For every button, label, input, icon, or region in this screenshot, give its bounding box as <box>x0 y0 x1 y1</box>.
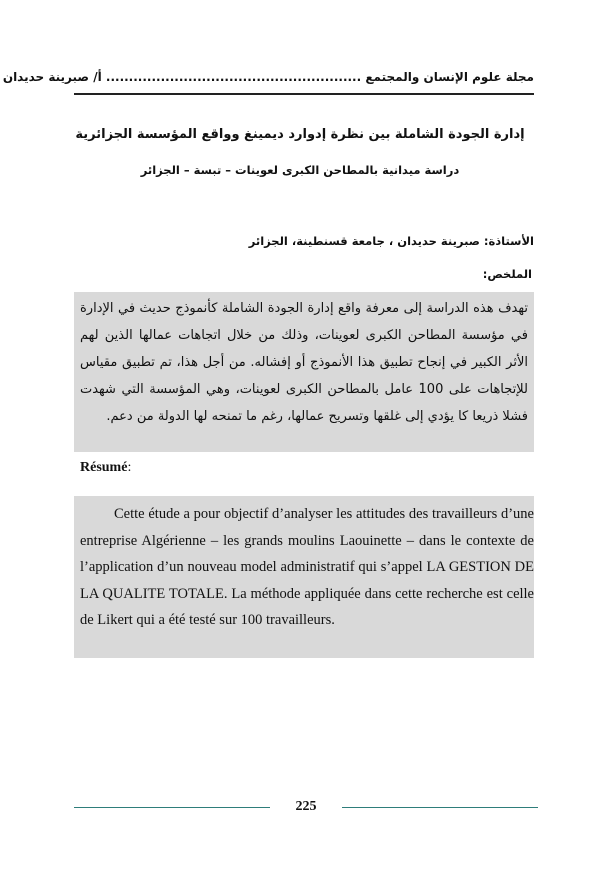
french-abstract-label <box>80 460 131 476</box>
article-title: إدارة الجودة الشاملة بين نظرة إدوارد ديمينغ وواقع المؤسسة الجزائرية <box>75 127 525 142</box>
header-dots: ........................................................ <box>105 70 362 84</box>
footer-rule-right <box>342 807 538 808</box>
article-subtitle: دراسة ميدانية بالمطاحن الكبرى لعوينات – تبسة – الجزائر <box>140 163 460 177</box>
arabic-abstract-label: الملخص: <box>482 267 532 281</box>
author-affiliation: الأستاذة: صبرينة حديدان ، جامعة قسنطينة، الجزائر <box>248 234 534 248</box>
arabic-abstract: تهدف هذه الدراسة إلى معرفة واقع إدارة الجودة الشاملة كأنموذج حديث في الإدارة في مؤسسة المطاحن الكبرى لعوينات، وذلك من خلال اتجاهات عمالها الذين لهم الأثر الكبير في إنجاح تطبيق هذا الأنموذج أو إفشاله. من أجل هذا، تم تطبيق مقياس للإتجاهات على 100 عامل بالمطاحن الكبرى لعوينات، وهي المؤسسة التي شهدت فشلا ذريعا كا يؤدي إلى غلقها وتسريح عمالها، رغم ما تمنحه لها الدولة من دعم. <box>74 292 534 452</box>
resume-title: Résumé <box>80 460 128 475</box>
resume-colon: : <box>127 460 132 475</box>
running-header <box>2 70 534 90</box>
french-abstract <box>74 496 534 658</box>
footer-rule-left <box>74 807 270 808</box>
header-divider <box>74 93 534 95</box>
page-number: 225 <box>295 799 317 814</box>
header-author: أ/ صبرينة حديدان <box>2 70 102 84</box>
journal-name: مجلة علوم الإنسان والمجتمع <box>365 70 534 84</box>
french-abstract-text: Cette étude a pour objectif d’analyser les attitudes des travailleurs d’une entreprise Algérienne – les grands moulins Laouinette – dans le contexte de l’application d’un nouveau model administratif qui s’appel LA GESTION DE LA QUALITE TOTALE. La méthode appliquée dans cette recherche est celle de Likert qui a été testé sur 100 travailleurs. <box>80 506 534 628</box>
